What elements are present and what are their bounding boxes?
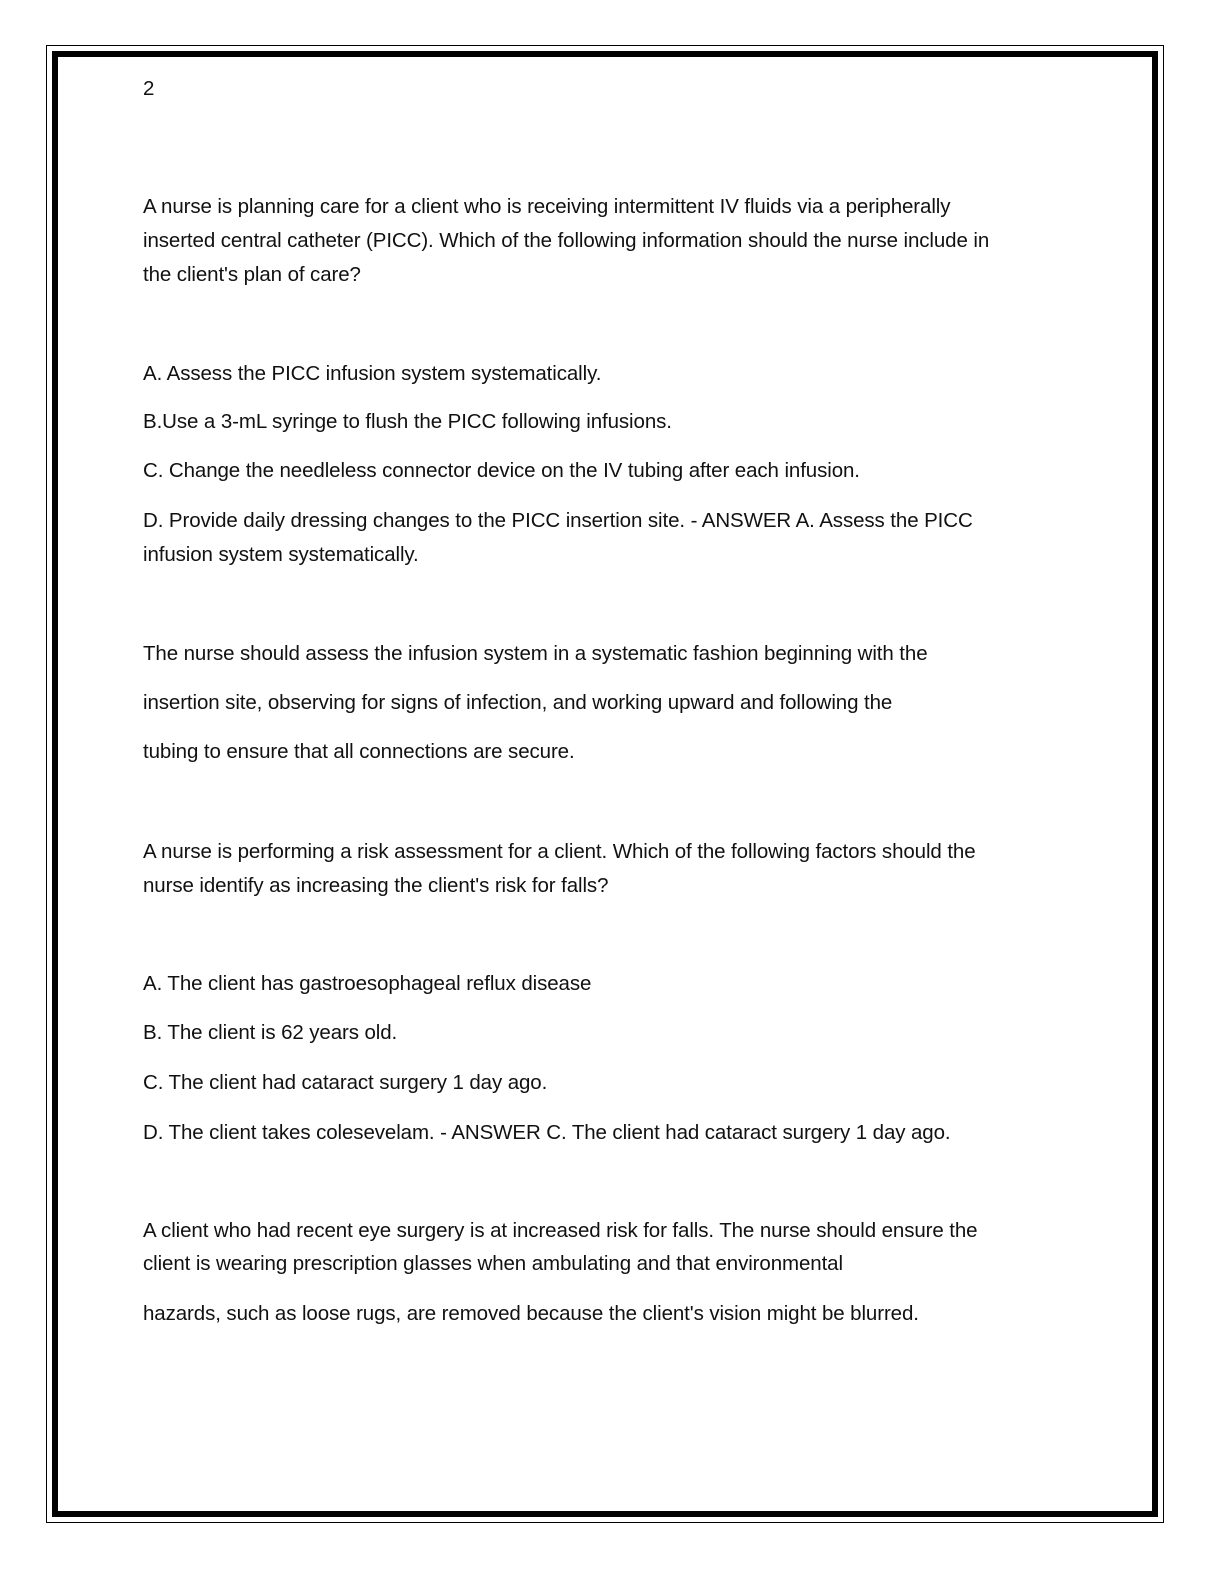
q1-option-c: C. Change the needleless connector device on the IV tubing after each infusion. <box>143 459 860 482</box>
q1-stem-line-1: A nurse is planning care for a client who is receiving intermittent IV fluids via a peripherally <box>143 195 951 218</box>
q2-stem-line-1: A nurse is performing a risk assessment for a client. Which of the following factors should the <box>143 840 976 863</box>
page-number: 2 <box>143 77 155 100</box>
q2-option-c: C. The client had cataract surgery 1 day ago. <box>143 1071 548 1094</box>
q2-option-b: B. The client is 62 years old. <box>143 1021 398 1044</box>
q2-stem-line-2: nurse identify as increasing the client's risk for falls? <box>143 874 609 897</box>
q2-rationale-line-2: client is wearing prescription glasses when ambulating and that environmental <box>143 1252 843 1275</box>
q2-option-a: A. The client has gastroesophageal reflux disease <box>143 972 592 995</box>
q1-rationale-line-2: insertion site, observing for signs of infection, and working upward and following the <box>143 691 893 714</box>
q1-option-a: A. Assess the PICC infusion system systematically. <box>143 362 602 385</box>
q1-rationale-line-1: The nurse should assess the infusion system in a systematic fashion beginning with the <box>143 642 928 665</box>
q1-option-d-line-1: D. Provide daily dressing changes to the PICC insertion site. - ANSWER A. Assess the PICC <box>143 509 973 532</box>
q1-stem-line-2: inserted central catheter (PICC). Which of the following information should the nurse include in <box>143 229 990 252</box>
q1-rationale-line-3: tubing to ensure that all connections are secure. <box>143 740 575 763</box>
q1-option-b: B.Use a 3-mL syringe to flush the PICC following infusions. <box>143 410 672 433</box>
q2-rationale-line-1: A client who had recent eye surgery is at increased risk for falls. The nurse should ensure the <box>143 1219 978 1242</box>
q1-stem-line-3: the client's plan of care? <box>143 263 361 286</box>
q2-rationale-line-3: hazards, such as loose rugs, are removed because the client's vision might be blurred. <box>143 1302 919 1325</box>
q1-option-d-line-2: infusion system systematically. <box>143 543 419 566</box>
q2-option-d: D. The client takes colesevelam. - ANSWER C. The client had cataract surgery 1 day ago. <box>143 1121 951 1144</box>
